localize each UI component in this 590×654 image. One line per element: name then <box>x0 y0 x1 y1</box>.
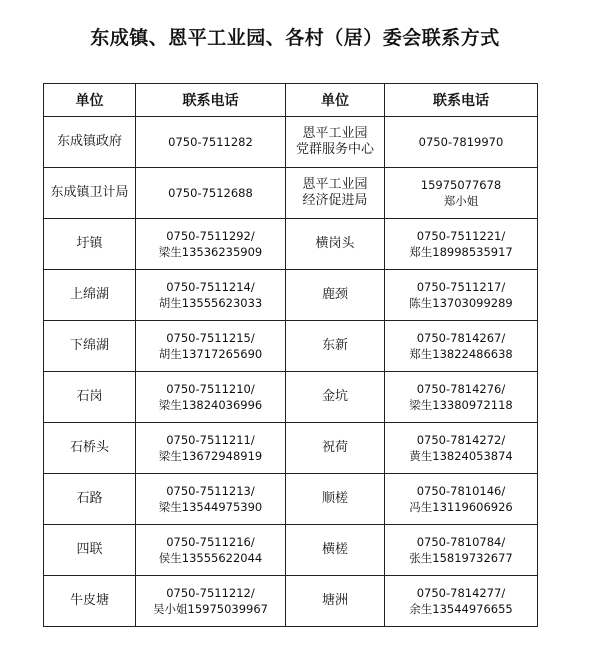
phone-cell <box>385 474 538 525</box>
unit-name: 石桥头 <box>69 440 109 455</box>
phone-text: 梁生13824036996 <box>158 398 263 412</box>
unit-name: 东成镇卫计局 <box>50 185 129 200</box>
unit-cell <box>44 474 136 525</box>
unit-cell <box>286 117 385 168</box>
phone-text: 胡生13555623033 <box>158 296 263 310</box>
phone-cell <box>385 576 538 627</box>
phone-cell <box>136 117 286 168</box>
unit-name: 东成镇政府 <box>56 134 122 149</box>
phone-text: 0750-7511216/ <box>166 535 255 549</box>
unit-name: 石岗 <box>76 389 103 404</box>
unit-name: 圩镇 <box>76 236 103 251</box>
phone-cell <box>136 372 286 423</box>
phone-text: 0750-7511282 <box>168 135 253 149</box>
unit-cell <box>44 525 136 576</box>
unit-name: 四联 <box>76 542 103 557</box>
phone-text: 郑生18998535917 <box>409 245 513 259</box>
unit-name: 上绵湖 <box>69 287 109 302</box>
unit-name: 党群服务中心 <box>295 142 374 157</box>
unit-name: 祝荷 <box>321 440 348 455</box>
header-phone: 联系电话 <box>136 84 286 117</box>
phone-text: 0750-7511210/ <box>166 382 255 396</box>
unit-name: 恩平工业园 <box>302 177 368 192</box>
unit-name: 经济促进局 <box>302 193 368 208</box>
phone-cell <box>136 270 286 321</box>
unit-name: 横岗头 <box>315 236 355 251</box>
phone-cell <box>136 525 286 576</box>
phone-text: 0750-7511292/ <box>166 229 255 243</box>
phone-text: 15975077678 <box>420 178 502 192</box>
page-title: 东成镇、恩平工业园、各村（居）委会联系方式 <box>90 27 500 49</box>
phone-text: 冯生13119606926 <box>409 500 513 514</box>
unit-cell <box>286 270 385 321</box>
contact-table <box>43 83 538 627</box>
phone-cell <box>385 423 538 474</box>
phone-cell <box>385 168 538 219</box>
phone-text: 0750-7814276/ <box>416 382 506 396</box>
unit-cell <box>44 168 136 219</box>
unit-name: 恩平工业园 <box>302 126 368 141</box>
phone-cell <box>136 423 286 474</box>
phone-cell <box>385 372 538 423</box>
header-unit: 单位 <box>286 84 385 117</box>
unit-cell <box>286 474 385 525</box>
unit-cell <box>286 423 385 474</box>
phone-text: 梁生13380972118 <box>409 398 513 412</box>
table-row <box>44 423 538 474</box>
phone-text: 0750-7511212/ <box>166 586 255 600</box>
phone-cell <box>136 474 286 525</box>
header-unit: 单位 <box>44 84 136 117</box>
unit-name: 东新 <box>321 338 348 353</box>
phone-cell <box>136 219 286 270</box>
table-row <box>44 576 538 627</box>
unit-name: 下绵湖 <box>69 338 109 353</box>
phone-text: 0750-7814272/ <box>416 433 506 447</box>
phone-cell <box>385 117 538 168</box>
phone-text: 胡生13717265690 <box>158 347 263 361</box>
phone-text: 0750-7511221/ <box>416 229 506 243</box>
header-phone: 联系电话 <box>385 84 538 117</box>
phone-text: 吴小姐15975039967 <box>153 602 268 616</box>
unit-name: 石路 <box>76 491 103 506</box>
unit-cell <box>286 321 385 372</box>
unit-name: 横槎 <box>321 542 348 557</box>
table-row <box>44 270 538 321</box>
phone-text: 张生15819732677 <box>409 551 513 565</box>
phone-text: 梁生13536235909 <box>158 245 263 259</box>
table-row <box>44 117 538 168</box>
phone-cell <box>385 321 538 372</box>
unit-name: 顺槎 <box>321 491 348 506</box>
unit-cell <box>286 576 385 627</box>
phone-cell <box>136 576 286 627</box>
table-row <box>44 372 538 423</box>
unit-name: 金坑 <box>321 389 348 404</box>
unit-cell <box>44 117 136 168</box>
unit-cell <box>44 219 136 270</box>
phone-cell <box>136 168 286 219</box>
phone-text: 侯生13555622044 <box>158 551 263 565</box>
table-row <box>44 321 538 372</box>
phone-cell <box>385 219 538 270</box>
unit-name: 塘洲 <box>321 593 348 608</box>
phone-text: 0750-7814267/ <box>416 331 506 345</box>
table-row <box>44 525 538 576</box>
phone-text: 余生13544976655 <box>409 602 513 616</box>
phone-cell <box>385 525 538 576</box>
phone-text: 0750-7511214/ <box>166 280 255 294</box>
unit-cell <box>44 576 136 627</box>
unit-cell <box>44 270 136 321</box>
phone-cell <box>136 321 286 372</box>
phone-text: 0750-7810784/ <box>416 535 506 549</box>
unit-cell <box>286 372 385 423</box>
table-row <box>44 474 538 525</box>
table-row <box>44 219 538 270</box>
unit-cell <box>44 423 136 474</box>
phone-text: 梁生13544975390 <box>158 500 263 514</box>
table-header <box>44 84 538 117</box>
unit-cell <box>44 372 136 423</box>
unit-cell <box>44 321 136 372</box>
phone-cell <box>385 270 538 321</box>
unit-cell <box>286 525 385 576</box>
header-row <box>44 84 538 117</box>
table-body <box>44 117 538 627</box>
phone-text: 0750-7814277/ <box>416 586 506 600</box>
table-row <box>44 168 538 219</box>
phone-text: 郑生13822486638 <box>409 347 513 361</box>
phone-text: 0750-7511215/ <box>166 331 255 345</box>
phone-text: 黄生13824053874 <box>409 449 513 463</box>
phone-text: 0750-7511217/ <box>416 280 506 294</box>
unit-cell <box>286 168 385 219</box>
phone-text: 0750-7511213/ <box>166 484 255 498</box>
unit-name: 牛皮塘 <box>69 593 109 608</box>
phone-text: 0750-7819970 <box>418 135 504 149</box>
phone-text: 陈生13703099289 <box>409 296 513 310</box>
unit-cell <box>286 219 385 270</box>
phone-text: 郑小姐 <box>443 194 479 208</box>
phone-text: 0750-7810146/ <box>416 484 506 498</box>
phone-text: 梁生13672948919 <box>158 449 263 463</box>
phone-text: 0750-7512688 <box>168 186 253 200</box>
phone-text: 0750-7511211/ <box>166 433 255 447</box>
unit-name: 鹿颈 <box>321 287 348 302</box>
